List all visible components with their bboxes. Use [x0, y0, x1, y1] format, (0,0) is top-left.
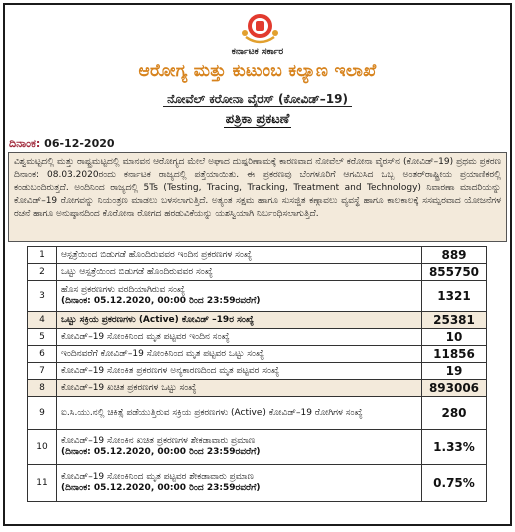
row-label-text: ಐ.ಸಿ.ಯು.ನಲ್ಲಿ ಚಿಕಿತ್ಸೆ ಪಡೆಯುತ್ತಿರುವ ಸಕ್ರಿಯ ಪ್ರಕರಣಗಳು (Active) ಕೋವಿಡ್–19 ರೋಗಿಗಳ ಸಂಖ್ಯೆ	[61, 407, 363, 418]
press-release-text: ಪತ್ರಿಕಾ ಪ್ರಕಟಣೆ	[225, 112, 290, 127]
karnataka-emblem-icon	[241, 11, 279, 45]
row-label	[57, 329, 422, 346]
row-label	[57, 397, 422, 430]
row-label	[57, 465, 422, 502]
table-row	[28, 312, 487, 329]
row-number: 1	[28, 247, 57, 264]
row-number: 9	[28, 397, 57, 430]
topic-text: ನೋವೆಲ್ ಕರೋನಾ ವೈರಸ್ (ಕೋವಿಡ್–19)	[163, 92, 352, 107]
row-value: 19	[422, 363, 487, 380]
press-release-page	[3, 3, 512, 526]
table-row	[28, 363, 487, 380]
row-value: 1.33%	[422, 430, 487, 465]
row-value: 855750	[422, 264, 487, 281]
date-label: ದಿನಾಂಕ:	[9, 137, 41, 150]
row-label-text: ಕೋವಿಡ್–19 ಸೋಂಕಿನ ಖಚಿತ ಪ್ರಕರಣಗಳ ಶೇಕಡಾವಾರು ಪ್ರಮಾಣ	[61, 436, 256, 446]
table-row	[28, 247, 487, 264]
row-number: 7	[28, 363, 57, 380]
row-label	[57, 430, 422, 465]
row-label	[57, 380, 422, 397]
row-number: 3	[28, 281, 57, 312]
row-label-text: ಇಂದಿನವರೆಗೆ ಕೋವಿಡ್–19 ಸೋಂಕಿನಿಂದ ಮೃತ ಪಟ್ಟವರ ಒಟ್ಟು ಸಂಖ್ಯೆ	[61, 348, 265, 359]
row-label-text: ಹೊಸ ಪ್ರಕರಣಗಳು ವರದಿಯಾಗಿರುವ ಸಂಖ್ಯೆ	[61, 285, 186, 295]
row-value: 10	[422, 329, 487, 346]
row-sublabel: (ದಿನಾಂಕ: 05.12.2020, 00:00 ರಿಂದ 23:59ರವರೆಗೆ)	[61, 483, 261, 493]
row-value: 893006	[422, 380, 487, 397]
table-row	[28, 430, 487, 465]
row-label-text: ಒಟ್ಟು ಆಸ್ಪತ್ರೆಯಿಂದ ಬಿಡುಗಡೆ ಹೊಂದಿರುವವರ ಸಂಖ್ಯೆ	[61, 266, 213, 277]
row-value: 1321	[422, 281, 487, 312]
row-number: 4	[28, 312, 57, 329]
row-number: 8	[28, 380, 57, 397]
row-number: 6	[28, 346, 57, 363]
table-row	[28, 281, 487, 312]
row-label-text: ಕೋವಿಡ್–19 ಖಚಿತ ಪ್ರಕರಣಗಳ ಒಟ್ಟು ಸಂಖ್ಯೆ	[61, 382, 197, 393]
row-sublabel: (ದಿನಾಂಕ: 05.12.2020, 00:00 ರಿಂದ 23:59ರವರೆಗೆ)	[61, 447, 261, 457]
row-number: 10	[28, 430, 57, 465]
row-label-text: ಕೋವಿಡ್–19 ಸೋಂಕಿನಿಂದ ಮೃತ ಪಟ್ಟವರ ಶೇಕಡಾವಾರು ಪ್ರಮಾಣ	[61, 472, 254, 482]
intro-paragraph: ವಿಶ್ವಮಟ್ಟದಲ್ಲಿ ಮತ್ತು ರಾಷ್ಟ್ರಮಟ್ಟದಲ್ಲಿ ಮಾನವನ ಆರೋಗ್ಯದ ಮೇಲೆ ಅಘಾದ ದುಷ್ಪರಿಣಾಮಕ್ಕೆ ಕಾರಣವಾದ ನೋವೆಲ್ ಕರೋನಾ ವೈರಸ್‌ನ (ಕೋವಿಡ್–19) ಪ್ರಥಮ ಪ್ರಕರಣ ದಿನಾಂಕ: 08.03.2020ರಂದು ಕರ್ನಾಟಕ ರಾಜ್ಯದಲ್ಲಿ ಪತ್ತೆಯಾಯಿತು. ಈ ಪ್ರಕರಣವು ಬೆಂಗಳೂರಿಗೆ ಆಗಮಿಸಿದ ಒಬ್ಬ ಅಂತರ್‌ರಾಷ್ಟ್ರೀಯ ಪ್ರಯಾಣಿಕರಲ್ಲಿ ಕಂಡುಬಂದಿರುತ್ತದೆ. ಅಂದಿನಿಂದ ರಾಜ್ಯದಲ್ಲಿ 5Ts (Testing, Tracing, Tracking, Treatment and Technology) ನಿವಾರಣಾ ಮಾದರಿಯನ್ನು ಕೋವಿಡ್–19 ರೋಗವನ್ನು ನಿಯಂತ್ರಣ ಮಾಡಲು ಬಳಸಲಾಗುತ್ತಿದೆ. ಅತ್ಯಂತ ಸಕ್ಷಮ ಹಾಗೂ ಸುಸಜ್ಜಿತ ಕಣ್ಗಾವಲು ವ್ಯವಸ್ಥೆ ಹಾಗೂ ಕಾಲಕಾಲಕ್ಕೆ ಸಸಮ್ಪರವಾದ ಯೋಜನೆಗಳ ರಚನೆ ಹಾಗೂ ಅನುಷ್ಠಾನದಿಂದ ಕೊರೋನಾ ರೋಗದ ಹರಡುವಿಕೆಯನ್ನು ಯಶಸ್ವಿಯಾಗಿ ನಿರ್ಬಂಧಿಸಲಾಗುತ್ತಿದೆ.	[8, 152, 507, 242]
row-label	[57, 247, 422, 264]
row-value: 280	[422, 397, 487, 430]
row-label-text: ಕೋವಿಡ್–19 ಸೋಂಕಿತ ಪ್ರಕರಣಗಳ ಅನ್ಯಕಾರಣದಿಂದ ಮೃತ ಪಟ್ಟವರ ಸಂಖ್ಯೆ	[61, 365, 280, 376]
row-label	[57, 346, 422, 363]
table-row	[28, 465, 487, 502]
row-label-text: ಕೋವಿಡ್–19 ಸೋಂಕಿನಿಂದ ಮೃತ ಪಟ್ಟವರ ಇಂದಿನ ಸಂಖ್ಯೆ	[61, 331, 230, 342]
row-label	[57, 312, 422, 329]
row-label	[57, 363, 422, 380]
row-value: 25381	[422, 312, 487, 329]
row-number: 11	[28, 465, 57, 502]
row-sublabel: (ದಿನಾಂಕ: 05.12.2020, 00:00 ರಿಂದ 23:59ರವರೆಗೆ)	[61, 296, 261, 306]
covid-stats-table	[27, 246, 487, 502]
state-name: ಕರ್ನಾಟಕ ಸರ್ಕಾರ	[231, 47, 284, 57]
table-row	[28, 397, 487, 430]
row-label-text: ಆಸ್ಪತ್ರೆಯಿಂದ ಬಿಡುಗಡೆ ಹೊಂದಿರುವವರ ಇಂದಿನ ಪ್ರಕರಣಗಳ ಸಂಖ್ಯೆ	[61, 249, 253, 260]
release-date	[9, 137, 115, 151]
row-value: 889	[422, 247, 487, 264]
table-row	[28, 346, 487, 363]
row-number: 5	[28, 329, 57, 346]
row-value: 0.75%	[422, 465, 487, 502]
row-label	[57, 281, 422, 312]
department-title: ಆರೋಗ್ಯ ಮತ್ತು ಕುಟುಂಬ ಕಲ್ಯಾಣ ಇಲಾಖೆ	[138, 61, 377, 81]
table-row	[28, 380, 487, 397]
row-number: 2	[28, 264, 57, 281]
row-label	[57, 264, 422, 281]
row-label-text: ಒಟ್ಟು ಸಕ್ರಿಯ ಪ್ರಕರಣಗಳು (Active) ಕೋವಿಡ್ –19ರ ಸಂಖ್ಯೆ	[61, 314, 255, 325]
topic-title	[5, 92, 510, 107]
date-value: 06-12-2020	[44, 137, 115, 150]
table-row	[28, 264, 487, 281]
row-value: 11856	[422, 346, 487, 363]
table-row	[28, 329, 487, 346]
press-release-heading	[5, 112, 510, 127]
